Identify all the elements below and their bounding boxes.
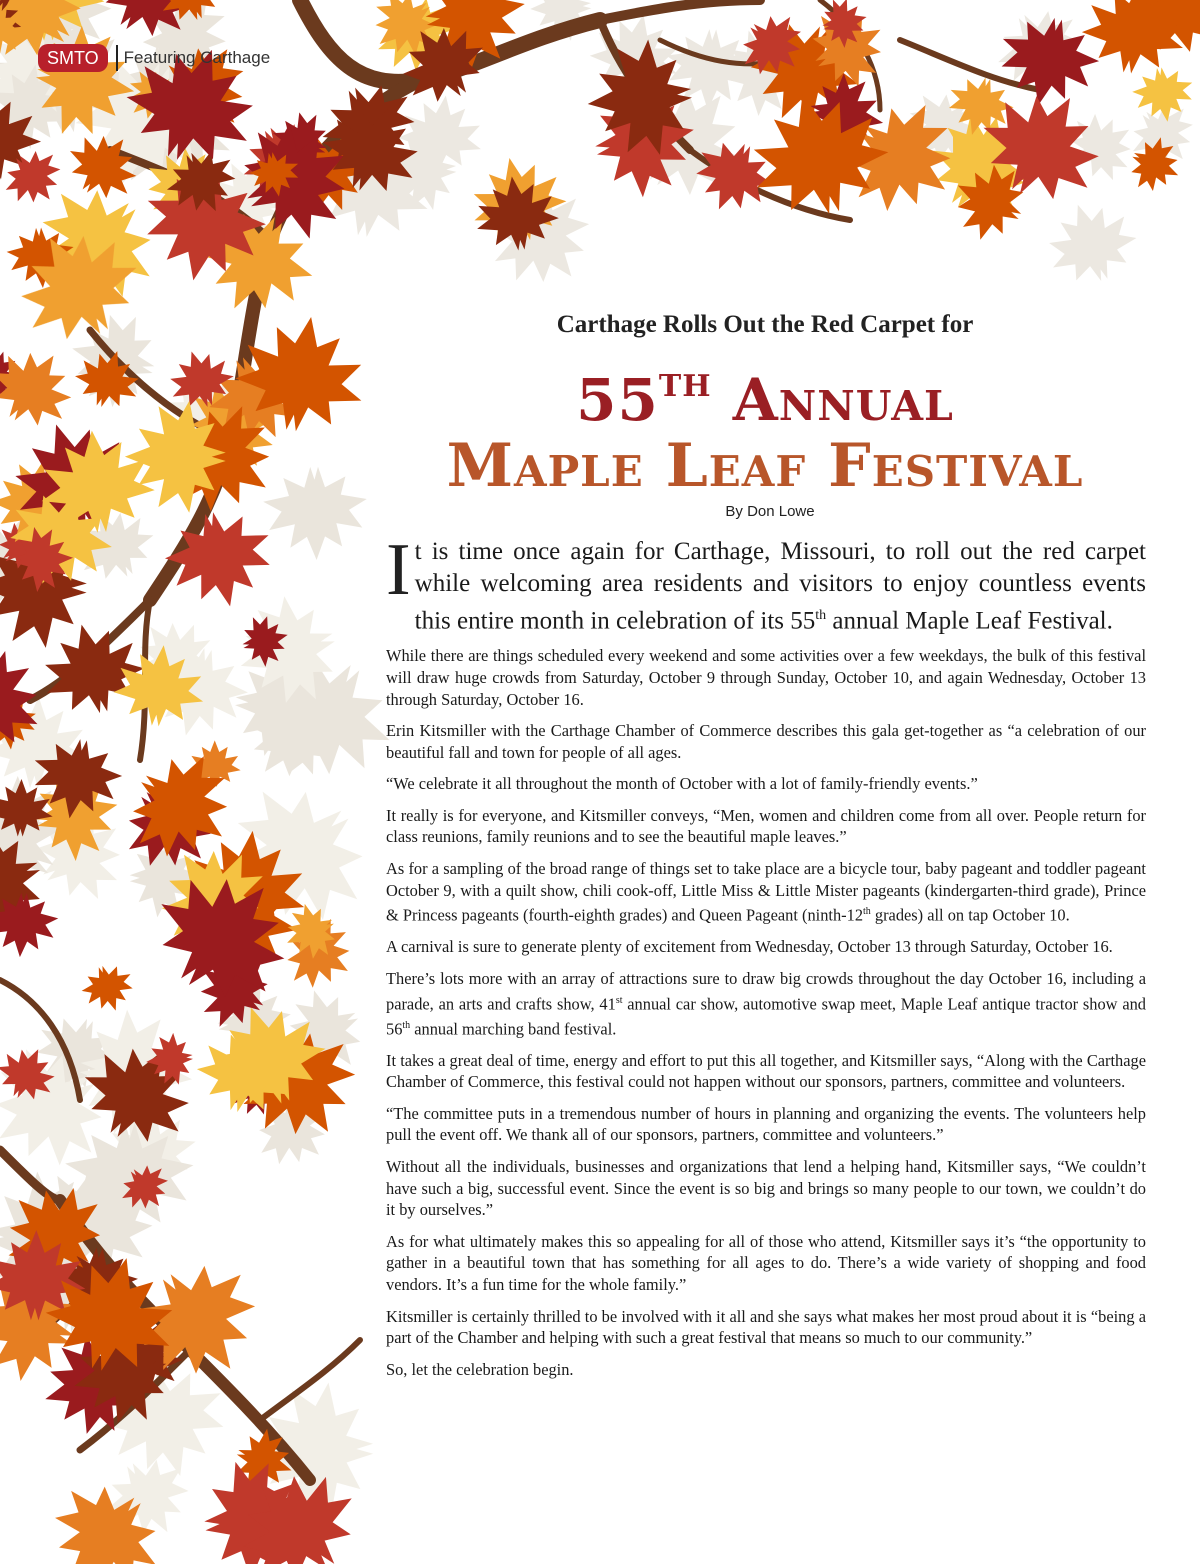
superscript: st	[615, 994, 623, 1006]
paragraph: So, let the celebration begin.	[386, 1359, 574, 1379]
lead-text-end: annual Maple Leaf Festival.	[826, 607, 1113, 635]
lead-paragraph	[386, 529, 1146, 637]
lead-text: t is time once again for Carthage, Missouri, to roll out the red carpet while welcoming area residents and visitors to enjoy countless events this entire month in celebration of its 55	[414, 538, 1146, 635]
paragraph: Kitsmiller is certainly thrilled to be involved with it all and she says what makes her most proud about it is “being a part of the Chamber and helping with such a great festival that means so much to our community.”	[386, 1306, 1146, 1348]
publication-tag: SMTO	[38, 44, 108, 72]
paragraph	[386, 968, 1146, 1040]
lead-sup: th	[815, 608, 827, 623]
paragraph: A carnival is sure to generate plenty of excitement from Wednesday, October 13 through Saturday, October 16.	[386, 937, 1113, 957]
byline: By Don Lowe	[725, 503, 815, 520]
title-number-suffix: TH	[658, 369, 712, 404]
drop-cap: I	[386, 529, 411, 611]
maple-leaf	[1036, 190, 1146, 295]
paragraph: As for what ultimately makes this so appealing for all of those who attend, Kitsmiller says it’s “the opportunity to gather in a beautiful town that has something for all ages to do. There’s a wide variety of shopping and food vendors. It’s a fun time for the whole family.”	[386, 1231, 1146, 1294]
paragraph-text: There’s lots more with an array of attractions sure to draw big crowds throughout the day October 16, including a parade, an arts and crafts show, 41	[386, 968, 1146, 1013]
superscript: th	[402, 1019, 411, 1031]
maple-leaf	[76, 958, 140, 1019]
paragraph-text: annual car show, automotive swap meet, Maple Leaf antique tractor show and 56	[386, 993, 1146, 1039]
paragraph-text: annual marching band festival.	[410, 1019, 617, 1039]
paragraph: Without all the individuals, businesses and organizations that lend a helping hand, Kitsmiller says, “We couldn’t have such a big, successful event. Since the event is so big and brings so many people to our town, we couldn’t do it by ourselves.”	[386, 1157, 1146, 1220]
paragraph: It takes a great deal of time, energy and effort to put this all together, and Kitsmiller says, “Along with the Carthage Chamber of Commerce, this festival could not happen without our sponsors, partners, committee and volunteers.	[386, 1050, 1146, 1092]
paragraph: “The committee puts in a tremendous number of hours in planning and organizing the events. The volunteers help pull the event off. We thank all of our sponsors, partners, committee and volunteers.”	[386, 1103, 1146, 1145]
paragraph	[386, 858, 1146, 926]
maple-leaf	[262, 465, 368, 561]
title-line-1	[380, 352, 1150, 435]
section-label: Featuring Carthage	[123, 48, 271, 67]
paragraph: While there are things scheduled every weekend and some activities over a few weekdays, the bulk of this festival will draw huge crowds from Saturday, October 9 through Sunday, October 10, and again Wednesday, October 13 through Saturday, October 16.	[386, 646, 1146, 709]
title-word: Annual	[732, 366, 954, 434]
title-number: 55	[576, 366, 659, 434]
paragraph: “We celebrate it all throughout the month of October with a lot of family-friendly events.”	[386, 774, 978, 794]
superscript: th	[863, 906, 871, 918]
headline: Carthage Rolls Out the Red Carpet for	[556, 311, 974, 338]
paragraph: Erin Kitsmiller with the Carthage Chamber of Commerce describes this gala get-together as “a celebration of our beautiful fall and town for people of all ages.	[386, 721, 1146, 762]
paragraph: It really is for everyone, and Kitsmiller conveys, “Men, women and children come from all over. People return for class reunions, family reunions and to see the beautiful maple leaves.”	[386, 805, 1146, 847]
paragraph-text: grades) all on tap October 10.	[870, 905, 1070, 925]
section-header	[38, 44, 270, 72]
divider	[116, 45, 118, 71]
title-line-2: Maple Leaf Festival	[446, 431, 1084, 501]
maple-leaf	[157, 502, 281, 618]
paragraph-text: As for a sampling of the broad range of things set to take place are a bicycle tour, baby pageant and toddler pageant October 9, with a quilt show, chili cook-off, Little Miss & Little Mister pageants (kindergarten-third grade), Prince & Princess pageants (fourth-eighth grades) and Queen Pageant (ninth-12	[386, 859, 1146, 925]
article-body	[386, 529, 1146, 1390]
